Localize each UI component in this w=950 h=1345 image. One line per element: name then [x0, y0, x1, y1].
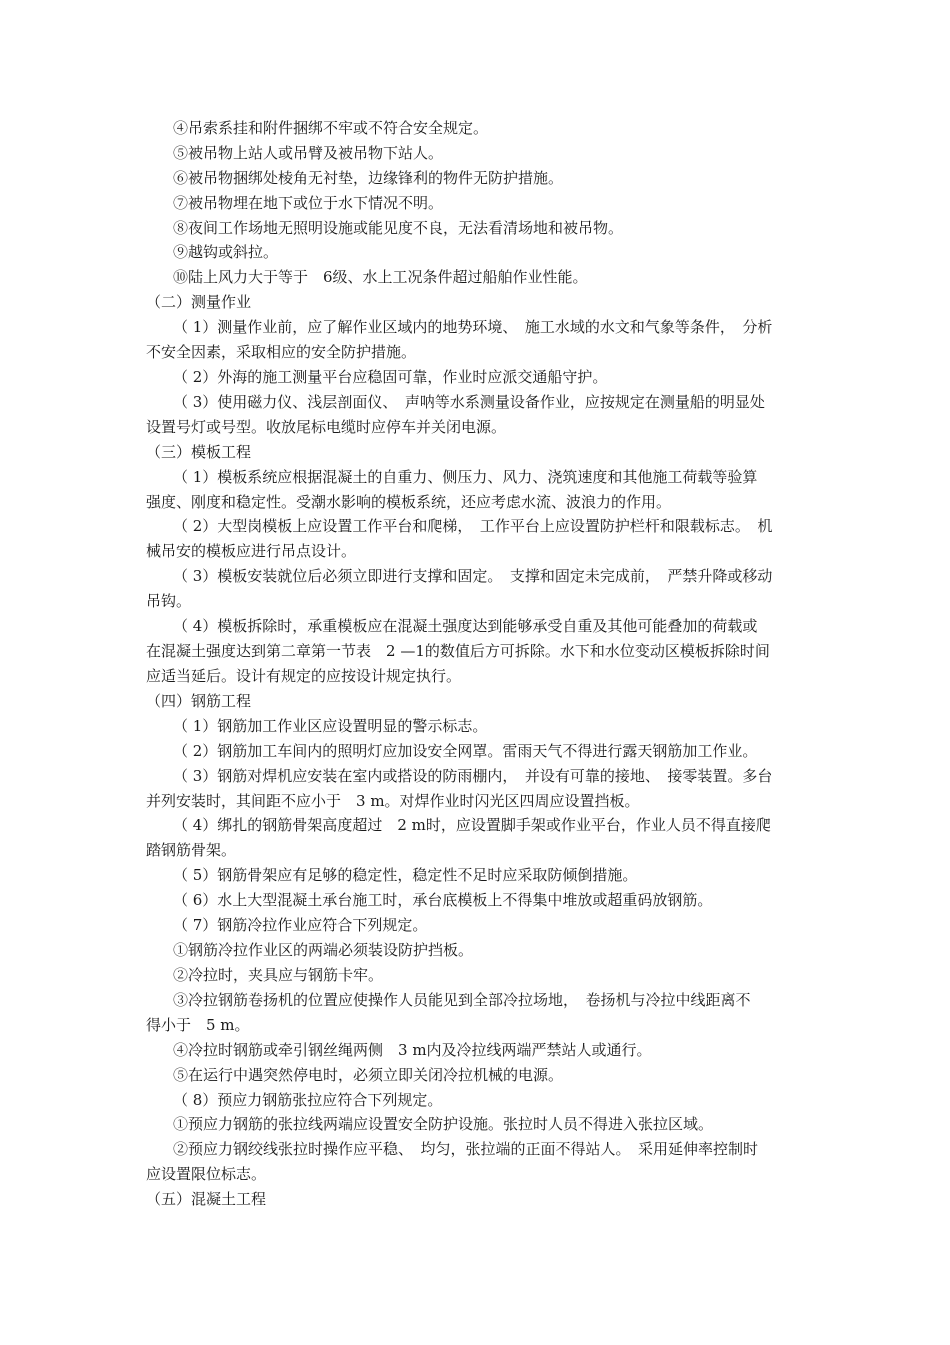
text-line: ⑤在运行中遇突然停电时，必须立即关闭冷拉机械的电源。: [173, 1066, 564, 1084]
text-line: ④冷拉时钢筋或牵引钢丝绳两侧 3 m内及冷拉线两端严禁站人或通行。: [173, 1041, 652, 1059]
text-line: （ 1）测量作业前，应了解作业区域内的地势环境、 施工水域的水文和气象等条件， 分析: [173, 318, 773, 336]
text-line: ①钢筋冷拉作业区的两端必须装设防护挡板。: [173, 941, 474, 959]
text-line: ⑩陆上风力大于等于 6级、水上工况条件超过船舶作业性能。: [173, 268, 588, 286]
text-line: （ 4）模板拆除时，承重模板应在混凝土强度达到能够承受自重及其他可能叠加的荷载或: [173, 617, 758, 635]
text-line: （ 4）绑扎的钢筋骨架高度超过 2 m时，应设置脚手架或作业平台，作业人员不得直接爬: [173, 816, 771, 834]
text-line: ②冷拉时，夹具应与钢筋卡牢。: [173, 966, 384, 984]
section-heading: （五）混凝土工程: [146, 1190, 267, 1208]
text-line: ⑨越钩或斜拉。: [173, 243, 279, 261]
text-line: （ 1）模板系统应根据混凝土的自重力、侧压力、风力、浇筑速度和其他施工荷载等验算: [173, 468, 758, 486]
text-line: 强度、刚度和稳定性。受潮水影响的模板系统，还应考虑水流、波浪力的作用。: [146, 493, 672, 511]
text-line: ⑦被吊物埋在地下或位于水下情况不明。: [173, 194, 444, 212]
text-line: （ 3）模板安装就位后必须立即进行支撑和固定。 支撑和固定未完成前， 严禁升降或移动: [173, 567, 773, 585]
text-line: ①预应力钢筋的张拉线两端应设置安全防护设施。张拉时人员不得进入张拉区域。: [173, 1115, 714, 1133]
text-line: ③冷拉钢筋卷扬机的位置应使操作人员能见到全部冷拉场地， 卷扬机与冷拉中线距离不: [173, 991, 751, 1009]
text-line: 应适当延后。设计有规定的应按设计规定执行。: [146, 667, 462, 685]
text-line: （ 7）钢筋冷拉作业应符合下列规定。: [173, 916, 428, 934]
text-line: （ 6）水上大型混凝土承台施工时，承台底模板上不得集中堆放或超重码放钢筋。: [173, 891, 713, 909]
text-line: 设置号灯或号型。收放尾标电缆时应停车并关闭电源。: [146, 418, 507, 436]
text-line: 吊钩。: [146, 592, 192, 610]
text-line: 并列安装时，其间距不应小于 3 m。对焊作业时闪光区四周应设置挡板。: [146, 792, 640, 810]
section-heading: （四）钢筋工程: [146, 692, 252, 710]
text-line: 械吊安的模板应进行吊点设计。: [146, 542, 357, 560]
text-line: ②预应力钢绞线张拉时操作应平稳、 均匀，张拉端的正面不得站人。 采用延伸率控制时: [173, 1140, 759, 1158]
text-line: ⑤被吊物上站人或吊臂及被吊物下站人。: [173, 144, 444, 162]
text-line: （ 2）大型岗模板上应设置工作平台和爬梯， 工作平台上应设置防护栏杆和限载标志。 机: [173, 517, 773, 535]
text-line: （ 2）钢筋加工车间内的照明灯应加设安全网罩。雷雨天气不得进行露天钢筋加工作业。: [173, 742, 758, 760]
text-line: 得小于 5 m。: [146, 1016, 250, 1034]
text-line: （ 5）钢筋骨架应有足够的稳定性，稳定性不足时应采取防倾倒措施。: [173, 866, 638, 884]
text-line: ⑧夜间工作场地无照明设施或能见度不良，无法看清场地和被吊物。: [173, 219, 624, 237]
text-line: 不安全因素，采取相应的安全防护措施。: [146, 343, 417, 361]
text-line: （ 8）预应力钢筋张拉应符合下列规定。: [173, 1091, 443, 1109]
text-line: （ 3）钢筋对焊机应安装在室内或搭设的防雨棚内， 并设有可靠的接地、 接零装置。多台: [173, 767, 773, 785]
text-line: 踏钢筋骨架。: [146, 841, 237, 859]
text-line: 应设置限位标志。: [146, 1165, 267, 1183]
text-line: 在混凝土强度达到第二章第一节表 2 —1的数值后方可拆除。水下和水位变动区模板拆除时间: [146, 642, 770, 660]
text-line: （ 2）外海的施工测量平台应稳固可靠，作业时应派交通船守护。: [173, 368, 608, 386]
text-line: （ 1）钢筋加工作业区应设置明显的警示标志。: [173, 717, 488, 735]
text-line: ⑥被吊物捆绑处棱角无衬垫，边缘锋利的物件无防护措施。: [173, 169, 564, 187]
text-line: ④吊索系挂和附件捆绑不牢或不符合安全规定。: [173, 119, 489, 137]
text-line: （ 3）使用磁力仪、浅层剖面仪、 声呐等水系测量设备作业，应按规定在测量船的明显处: [173, 393, 765, 411]
section-heading: （三）模板工程: [146, 443, 252, 461]
section-heading: （二）测量作业: [146, 293, 252, 311]
